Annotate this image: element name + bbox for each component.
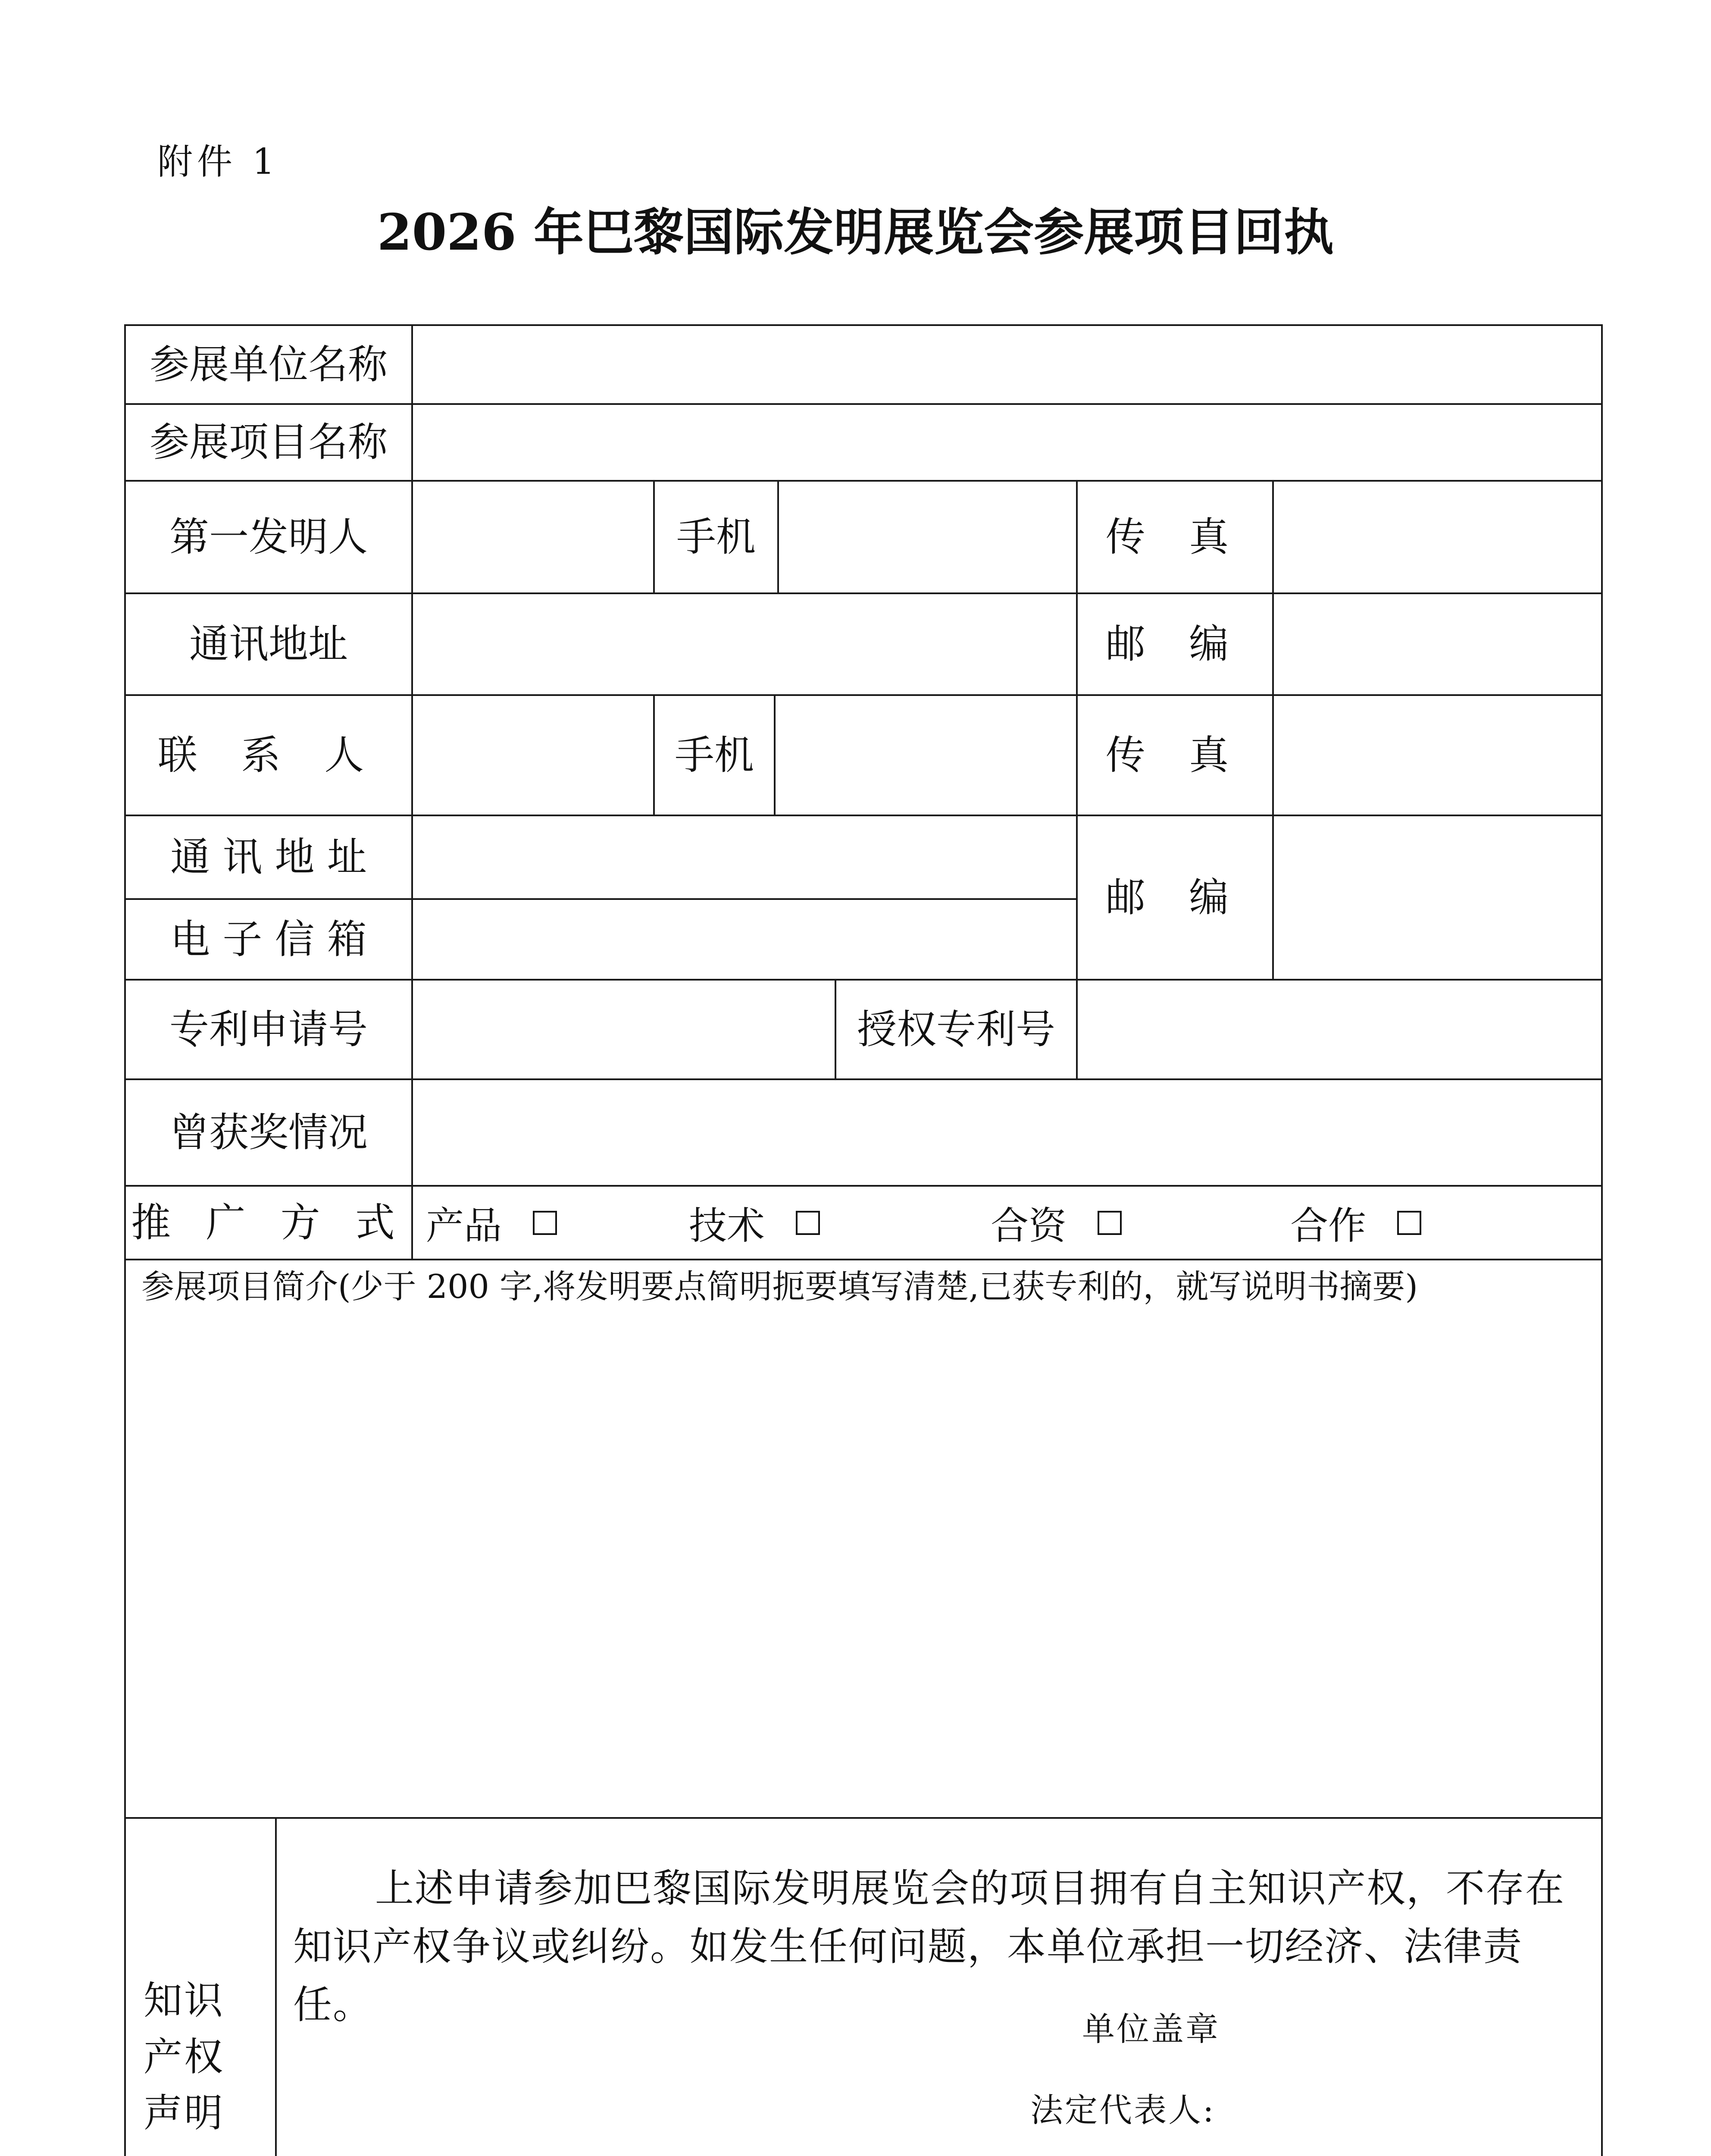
inventor-address-label: 通讯地址 xyxy=(189,621,348,667)
ip-label-line: 声明 xyxy=(144,2090,225,2136)
exhibitor-name-field[interactable] xyxy=(413,326,1601,403)
promotion-label: 推 广 方 式 xyxy=(131,1199,406,1246)
project-intro-field[interactable] xyxy=(141,1316,1586,1808)
promotion-options xyxy=(413,1187,1601,1259)
first-inventor-label: 第一发明人 xyxy=(169,514,368,560)
page-title: 2026 年巴黎国际发明展览会参展项目回执 xyxy=(377,203,1334,262)
attachment-label: 附件 1 xyxy=(157,141,279,182)
contact-fax-label: 传 真 xyxy=(1105,732,1245,778)
promotion-option-joint-venture[interactable] xyxy=(991,1187,1122,1259)
inventor-postcode-label: 邮 编 xyxy=(1105,621,1245,667)
contact-mobile-field[interactable] xyxy=(776,696,1076,815)
promotion-option-label: 合资 xyxy=(991,1203,1067,1248)
ip-declaration-statement: 上述申请参加巴黎国际发明展览会的项目拥有自主知识产权，不存在知识产权争议或纠纷。如发生任何问题，本单位承担一切经济、法律责任。 xyxy=(293,1866,1565,2028)
promotion-option-product[interactable] xyxy=(426,1187,557,1259)
contact-fax-field[interactable] xyxy=(1274,696,1601,815)
promotion-option-label: 合作 xyxy=(1290,1203,1367,1248)
row-rule xyxy=(124,1817,1603,1819)
ip-declaration-label xyxy=(144,1973,256,2142)
promotion-option-technology[interactable] xyxy=(689,1187,820,1259)
inventor-fax-field[interactable] xyxy=(1274,482,1601,592)
inventor-address-field[interactable] xyxy=(413,594,1076,694)
inventor-mobile-label: 手机 xyxy=(676,514,756,560)
legal-representative-label: 法定代表人: xyxy=(1030,2091,1216,2129)
awards-field[interactable] xyxy=(413,1080,1601,1185)
cooperation-checkbox[interactable] xyxy=(1397,1211,1421,1235)
email-field[interactable] xyxy=(413,900,1076,979)
exhibitor-name-label: 参展单位名称 xyxy=(149,341,388,388)
unit-stamp-label: 单位盖章 xyxy=(1082,2010,1220,2048)
granted-patent-field[interactable] xyxy=(1078,981,1601,1078)
contact-address-label: 通 讯 地 址 xyxy=(170,834,367,880)
promotion-option-label: 技术 xyxy=(689,1203,765,1248)
joint-venture-checkbox[interactable] xyxy=(1098,1211,1122,1235)
inventor-mobile-field[interactable] xyxy=(779,482,1076,592)
contact-mobile-label: 手机 xyxy=(674,732,754,778)
project-intro-label: 参展项目简介(少于 200 字,将发明要点简明扼要填写清楚,已获专利的，就写说明书摘要) xyxy=(141,1267,1418,1306)
promotion-option-label: 产品 xyxy=(426,1203,502,1248)
first-inventor-field[interactable] xyxy=(413,482,653,592)
product-checkbox[interactable] xyxy=(533,1211,557,1235)
row-rule xyxy=(124,1259,1603,1260)
contact-person-label: 联 系 人 xyxy=(157,732,380,778)
inventor-fax-label: 传 真 xyxy=(1105,514,1245,560)
contact-postcode-field[interactable] xyxy=(1274,816,1601,979)
promotion-option-cooperation[interactable] xyxy=(1290,1187,1421,1259)
patent-application-label: 专利申请号 xyxy=(169,1006,368,1053)
registration-form-table xyxy=(124,324,1603,2156)
table-border-right xyxy=(1601,324,1603,2156)
granted-patent-label: 授权专利号 xyxy=(857,1006,1055,1053)
patent-application-field[interactable] xyxy=(413,981,835,1078)
ip-label-line: 产权 xyxy=(144,2034,225,2080)
project-name-field[interactable] xyxy=(413,405,1601,480)
ip-label-line: 知识 xyxy=(144,1978,225,2023)
project-name-label: 参展项目名称 xyxy=(149,419,388,465)
email-label: 电 子 信 箱 xyxy=(170,916,367,962)
technology-checkbox[interactable] xyxy=(796,1211,820,1235)
awards-label: 曾获奖情况 xyxy=(169,1109,368,1156)
inventor-postcode-field[interactable] xyxy=(1274,594,1601,694)
ip-label-rule xyxy=(275,1817,277,2156)
contact-person-field[interactable] xyxy=(413,696,653,815)
contact-postcode-label: 邮 编 xyxy=(1105,874,1245,921)
contact-address-field[interactable] xyxy=(413,816,1076,898)
